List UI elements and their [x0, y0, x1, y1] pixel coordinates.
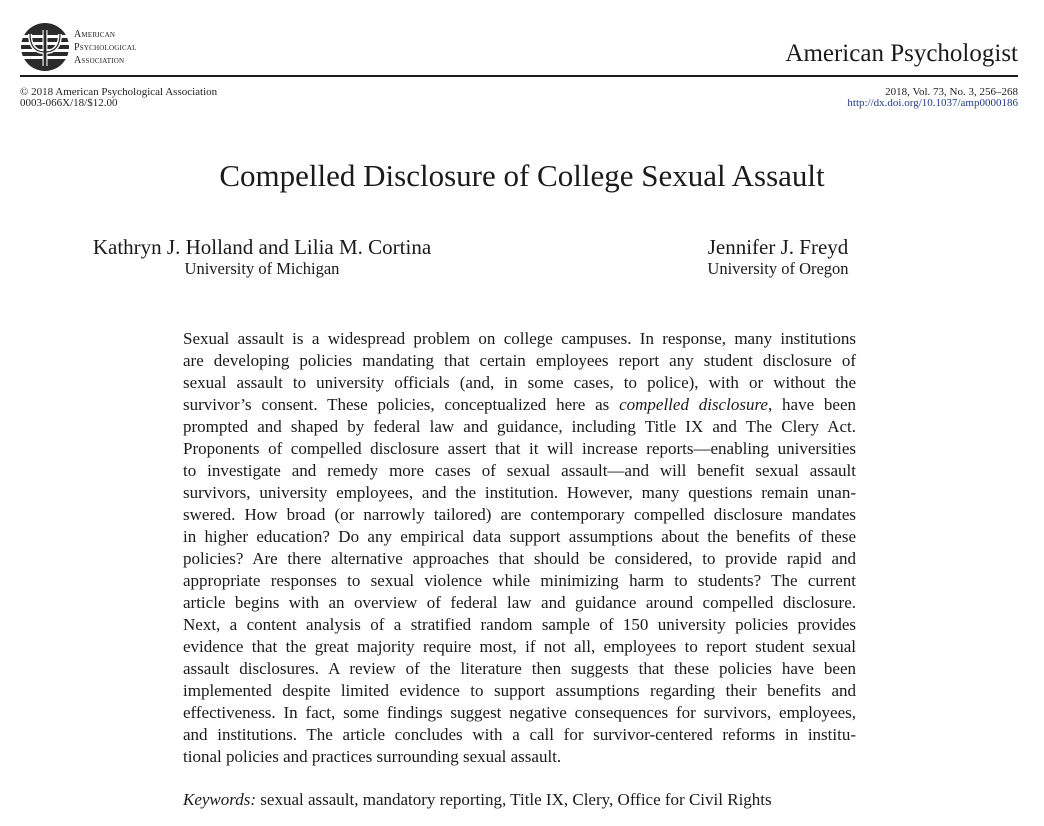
- apa-psi-icon: [20, 22, 70, 72]
- abstract-line: evidence that the great majority require most, if not all, employees to report student sexual: [183, 637, 856, 656]
- publication-meta-left: [20, 87, 217, 109]
- journal-name: American Psychologist: [785, 40, 1018, 67]
- abstract-line: and institutions. The article concludes with a call for survivor-centered reforms in institu-: [183, 725, 856, 744]
- abstract-line: [183, 394, 856, 416]
- keywords-text: sexual assault, mandatory reporting, Title IX, Clery, Office for Civil Rights: [256, 790, 772, 809]
- logo-line-1: American: [74, 28, 116, 40]
- publication-meta-right: [847, 87, 1018, 109]
- author-affiliation: University of Oregon: [707, 259, 849, 278]
- abstract-line: are developing policies mandating that certain employees report any student disclosure of: [183, 351, 856, 370]
- abstract: [183, 328, 856, 768]
- issn-price: 0003-066X/18/$12.00: [20, 97, 118, 109]
- logo-line-2: Psychological: [74, 41, 137, 53]
- author-names: Kathryn J. Holland and Lilia M. Cortina: [92, 235, 432, 259]
- abstract-line: sexual assault to university officials (and, in some cases, to police), with or without the: [183, 373, 856, 392]
- abstract-line: policies? Are there alternative approaches that should be considered, to provide rapid and: [183, 549, 856, 568]
- apa-logo: [20, 22, 137, 72]
- citation-info: 2018, Vol. 73, No. 3, 256–268: [885, 86, 1018, 98]
- doi-link[interactable]: http://dx.doi.org/10.1037/amp0000186: [847, 97, 1018, 109]
- abstract-line: Proponents of compelled disclosure assert that it will increase reports—enabling universities: [183, 439, 856, 458]
- abstract-text: survivor’s consent. These policies, conceptualized here as: [183, 395, 620, 414]
- abstract-line: survivors, university employees, and the institution. However, many questions remain unan-: [183, 483, 856, 502]
- header-divider: [20, 75, 1018, 77]
- abstract-line: to investigate and remedy more cases of sexual assault—and will benefit sexual assault: [183, 461, 856, 480]
- copyright-line: © 2018 American Psychological Association: [20, 86, 218, 98]
- keywords-line: [183, 789, 772, 811]
- abstract-line: in higher education? Do any empirical data support assumptions about the benefits of these: [183, 527, 856, 546]
- abstract-line: assault disclosures. A review of the literature then suggests that these policies have been: [183, 659, 856, 678]
- author-affiliation: University of Michigan: [184, 259, 340, 278]
- abstract-emphasis: compelled disclosure: [619, 395, 768, 414]
- logo-line-3: Association: [74, 54, 125, 66]
- abstract-line: Sexual assault is a widespread problem on college campuses. In response, many institutions: [183, 329, 856, 348]
- abstract-line: appropriate responses to sexual violence while minimizing harm to students? The current: [183, 571, 856, 590]
- abstract-line: swered. How broad (or narrowly tailored) are contemporary compelled disclosure mandates: [183, 505, 856, 524]
- abstract-line: Next, a content analysis of a stratified random sample of 150 university policies provides: [183, 615, 856, 634]
- abstract-line: implemented despite limited evidence to support assumptions regarding their benefits and: [183, 681, 856, 700]
- author-block-michigan: [79, 236, 445, 280]
- abstract-line: tional policies and practices surrounding sexual assault.: [183, 747, 562, 766]
- abstract-line: effectiveness. In fact, some findings suggest negative consequences for survivors, employees,: [183, 703, 856, 722]
- author-names: Jennifer J. Freyd: [707, 235, 849, 259]
- article-title: Compelled Disclosure of College Sexual Assault: [219, 158, 825, 193]
- keywords-label: Keywords:: [183, 790, 257, 809]
- abstract-text: , have been: [767, 395, 856, 414]
- abstract-line: article begins with an overview of federal law and guidance around compelled disclosure.: [183, 593, 856, 612]
- abstract-line: prompted and shaped by federal law and guidance, including Title IX and The Clery Act.: [183, 417, 856, 436]
- author-block-oregon: [698, 236, 858, 280]
- apa-logo-text: [74, 28, 137, 67]
